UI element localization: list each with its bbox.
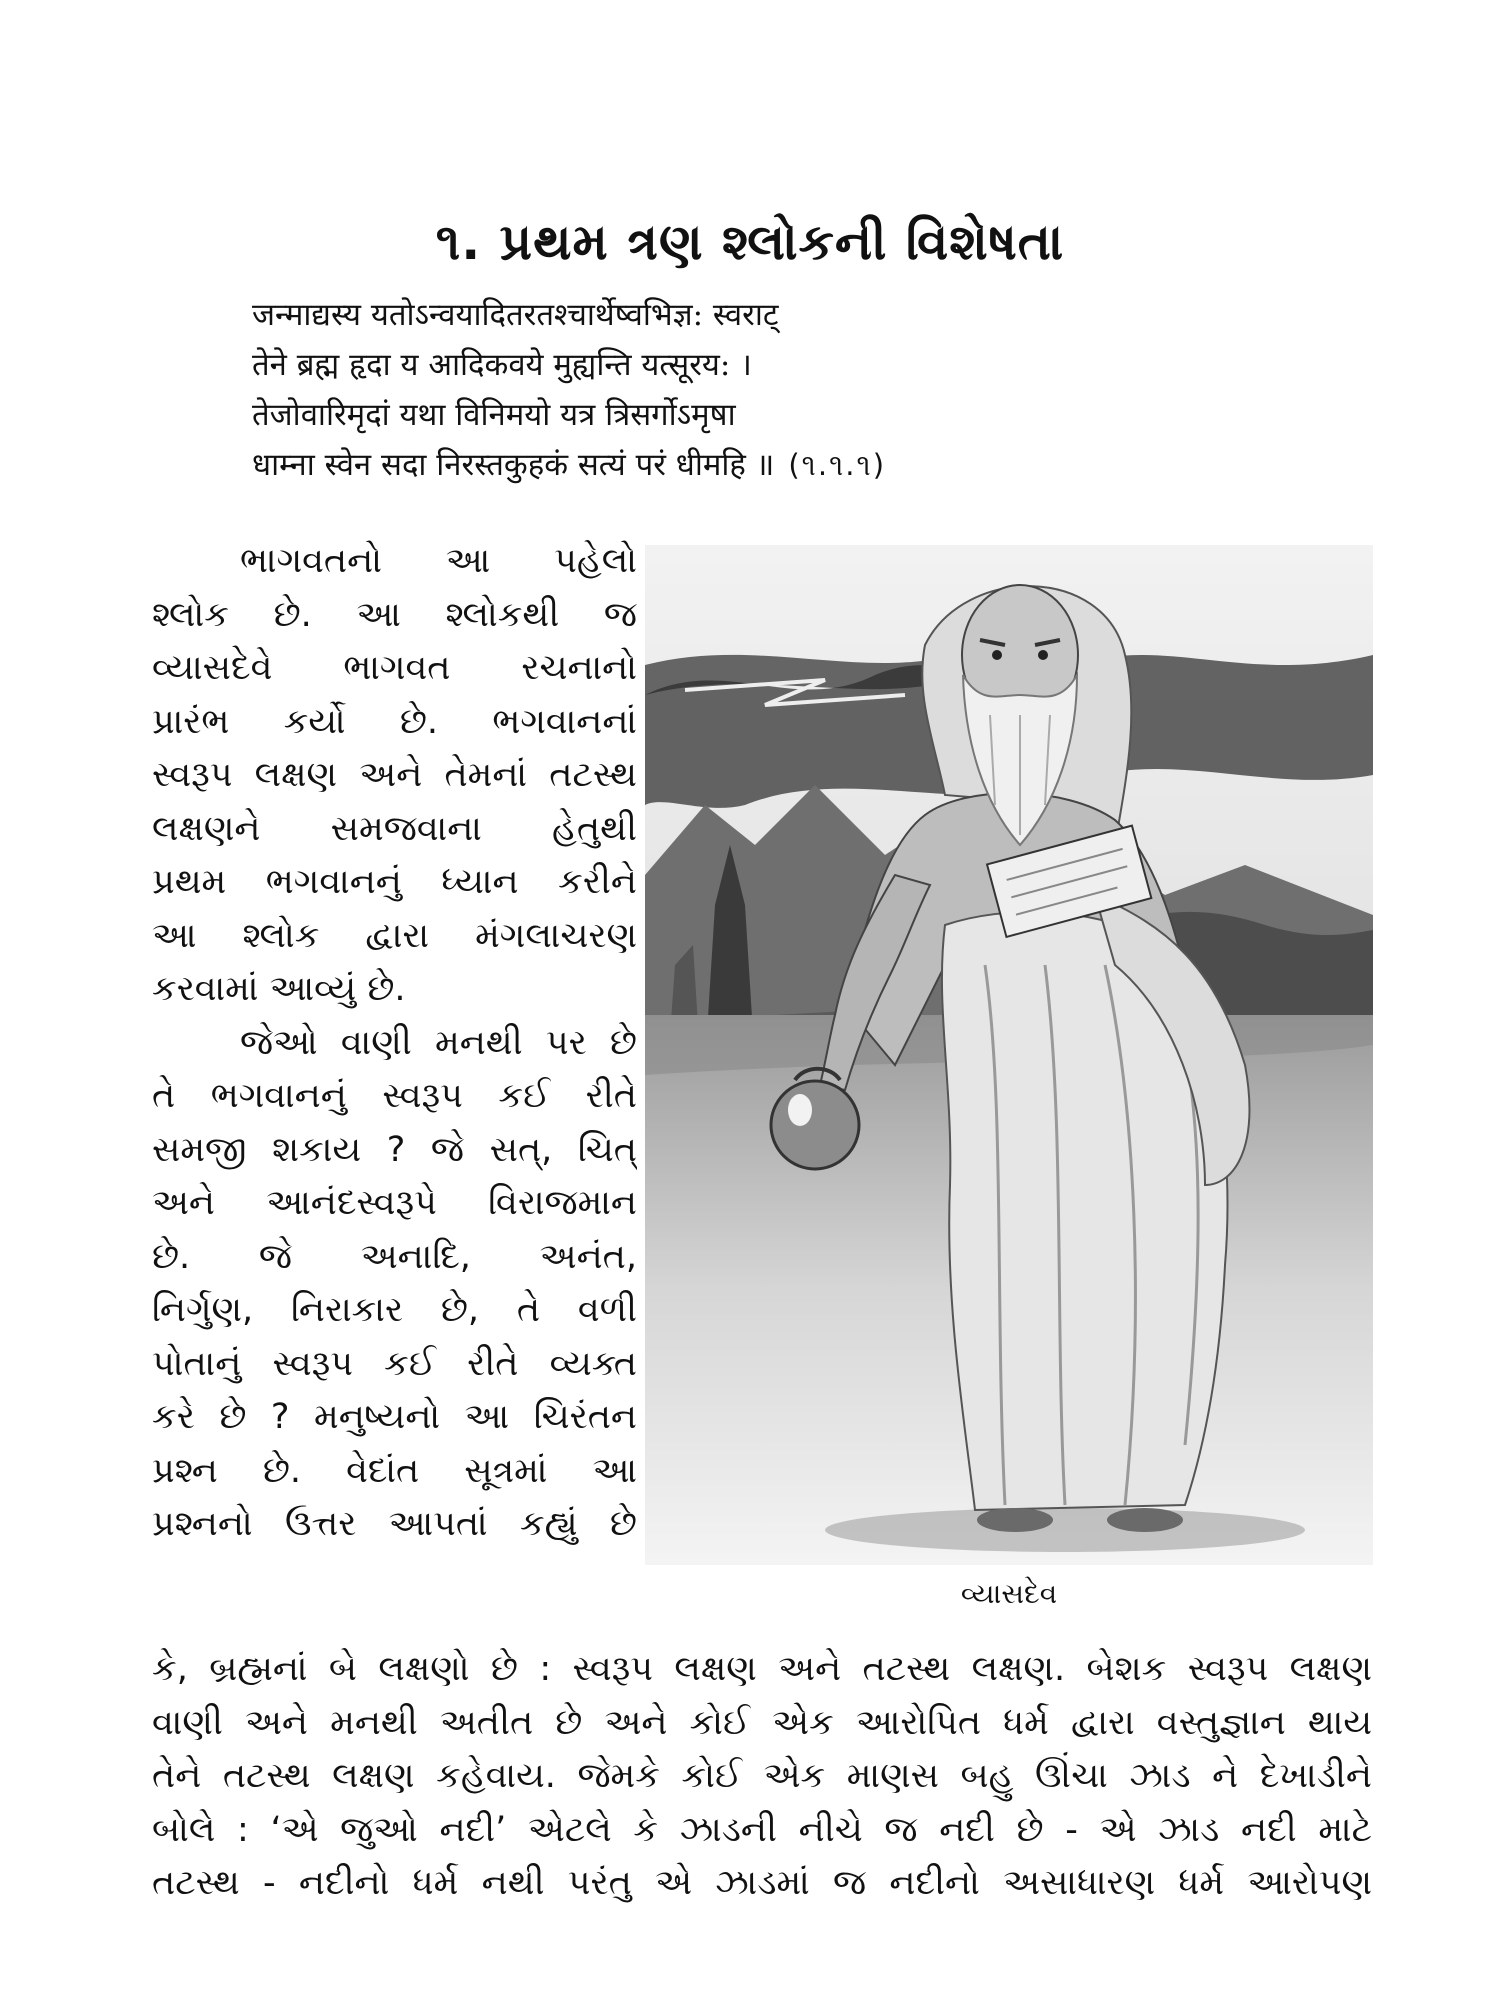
text-line: વાણી અને મનથી અતીત છે અને કોઈ એક આરોપિત ધર્મ દ્વારા વસ્તુજ્ઞાન થાય [152, 1702, 1372, 1743]
text-line: છે. જે અનાદિ, અનંત, [152, 1236, 637, 1277]
text-line: નિર્ગુણ, નિરાકાર છે, તે વળી [152, 1290, 637, 1330]
text-line: તે ભગવાનનું સ્વરૂપ કઈ રીતે [152, 1076, 637, 1116]
verse-reference: (૧.૧.૧) [788, 448, 887, 482]
text-line: લક્ષણને સમજવાના હેતુથી [152, 808, 637, 849]
sanskrit-verse [252, 290, 1372, 490]
text-line: પ્રથમ ભગવાનનું ધ્યાન કરીને [152, 862, 637, 902]
text-line: પોતાનું સ્વરૂપ કઈ રીતે વ્યક્ત [152, 1343, 637, 1384]
text-line: શ્લોક છે. આ શ્લોકથી જ [152, 594, 637, 635]
text-line: તટસ્થ - નદીનો ધર્મ નથી પરંતુ એ ઝાડમાં જ નદીનો અસાધારણ ધર્મ આરોપણ [152, 1863, 1372, 1903]
text-line: કે, બ્રહ્મનાં બે લક્ષણો છે : સ્વરૂપ લક્ષણ અને તટસ્થ લક્ષણ. બેશક સ્વરૂપ લક્ષણ [152, 1649, 1372, 1689]
bottom-paragraph [152, 1643, 1372, 1911]
text-line: પ્રશ્નનો ઉત્તર આપતાં કહ્યું છે [152, 1504, 637, 1544]
vyasadeva-illustration [645, 545, 1373, 1565]
verse-line: जन्माद्यस्य यतोऽन्वयादितरतश्चार्थेष्वभिज्ञ: स्वराट् [252, 297, 779, 333]
text-line: આ શ્લોક દ્વારા મંગલાચરણ [152, 915, 637, 956]
text-line: પ્રારંભ કર્યો છે. ભગવાનનાં [152, 701, 637, 742]
text-line: જેઓ વાણી મનથી પર છે [240, 1022, 637, 1063]
text-line: સમજી શકાય ? જે સત્, ચિત્ [152, 1129, 637, 1170]
verse-line-last [252, 440, 1372, 490]
verse-line: तेने ब्रह्म हृदा य आदिकवये मुह्यन्ति यत्सूरय: । [252, 347, 752, 383]
text-line: તેને તટસ્થ લક્ષણ કહેવાય. જેમકે કોઈ એક માણસ બહુ ઊંચા ઝાડ ને દેખાડીને [152, 1756, 1372, 1796]
text-line: કરવામાં આવ્યું છે. [152, 969, 406, 1009]
figure-caption: વ્યાસદેવ [960, 1577, 1058, 1610]
text-line: બોલે : ‘એ જુઓ નદી’ એટલે કે ઝાડની નીચે જ નદી છે - એ ઝાડ નદી માટે [152, 1809, 1372, 1850]
left-text-column [152, 535, 637, 1552]
verse-line: तेजोवारिमृदां यथा विनिमयो यत्र त्रिसर्गोऽमृषा [252, 397, 736, 433]
text-line: કરે છે ? મનુષ્યનો આ ચિરંતન [152, 1397, 637, 1437]
verse-line: धाम्ना स्वेन सदा निरस्तकुहकं सत्यं परं धीमहि ॥ [252, 447, 775, 483]
text-line: અને આનંદસ્વરૂપે વિરાજમાન [152, 1183, 637, 1223]
text-line: સ્વરૂપ લક્ષણ અને તેમનાં તટસ્થ [152, 755, 637, 795]
text-line: ભાગવતનો આ પહેલો [240, 541, 637, 581]
text-line: વ્યાસદેવે ભાગવત રચનાનો [152, 648, 637, 688]
chapter-title: ૧. પ્રથમ ત્રણ શ્લોકની વિશેષતા [435, 213, 1065, 271]
text-line: પ્રશ્ન છે. વેદાંત સૂત્રમાં આ [152, 1450, 637, 1491]
